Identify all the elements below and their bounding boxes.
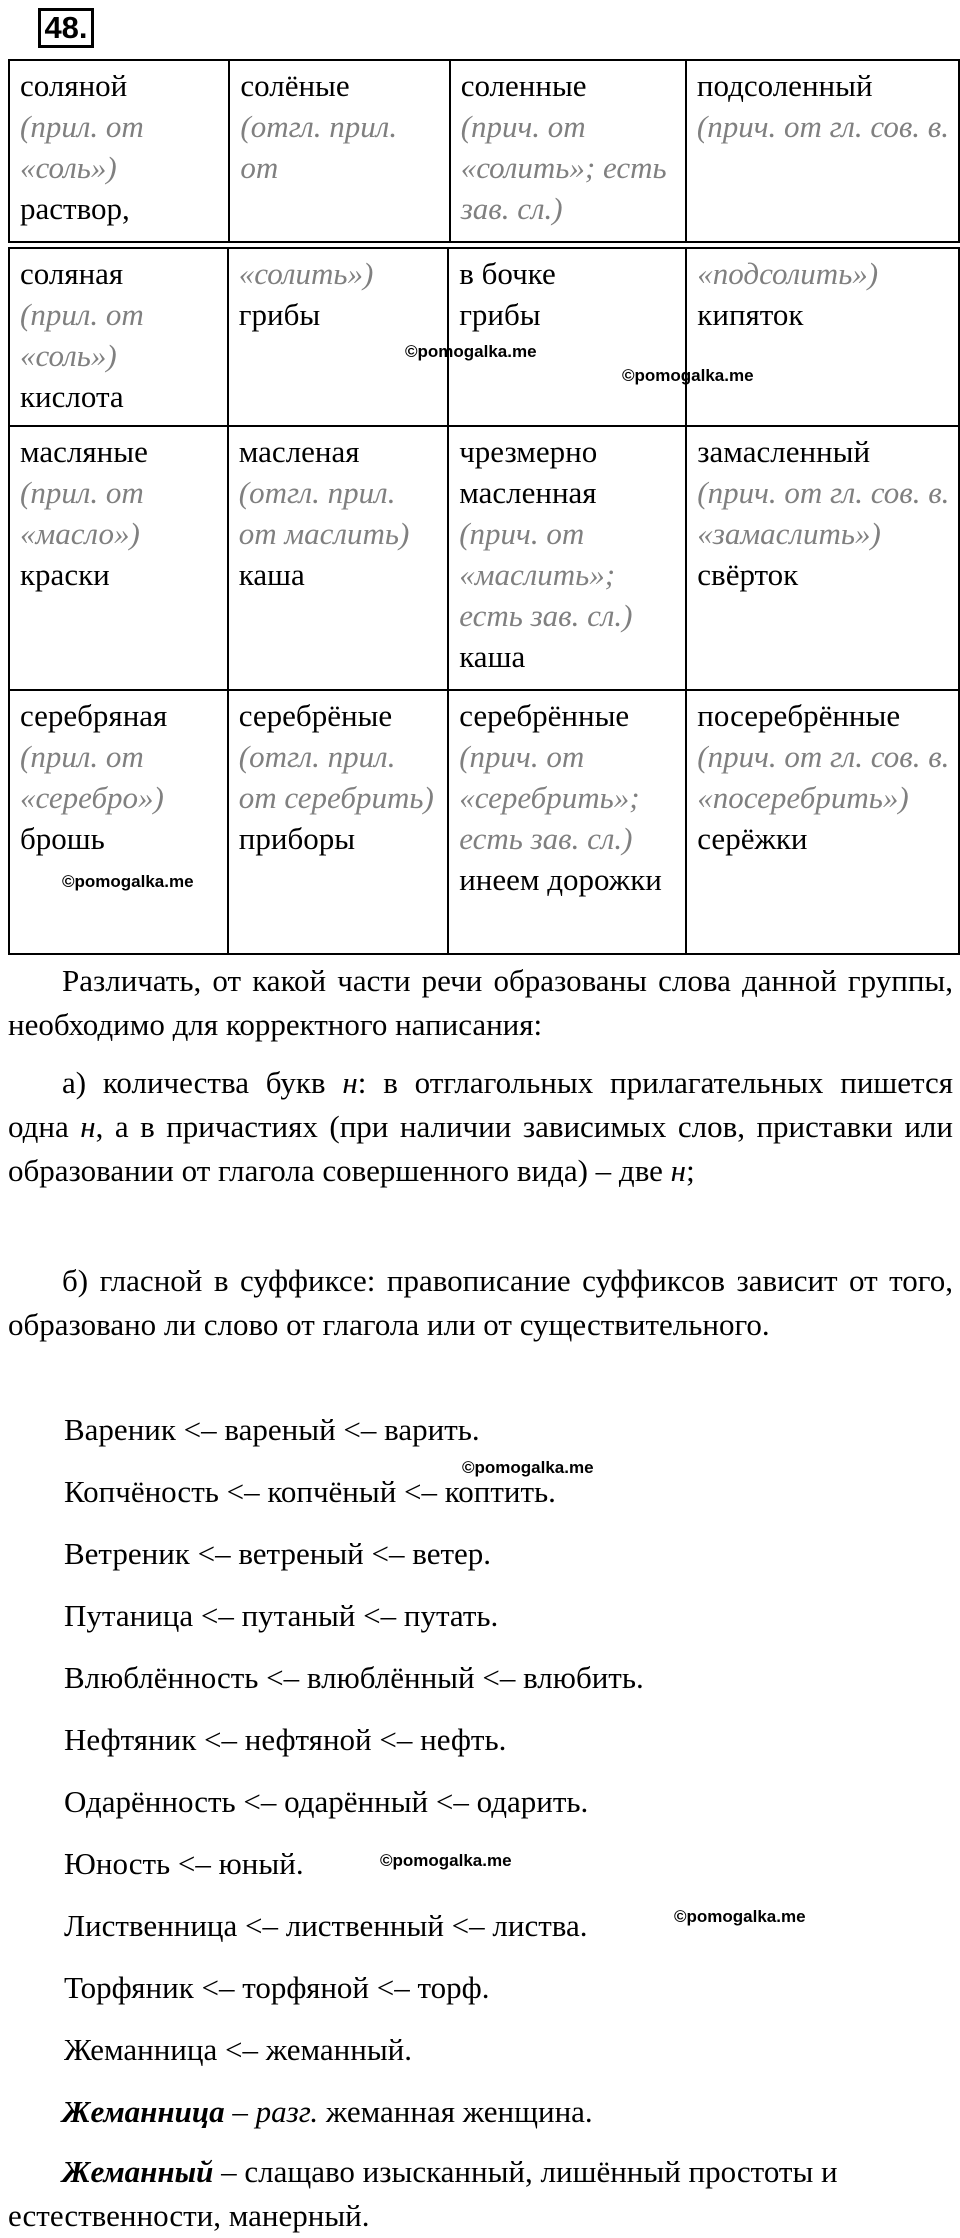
cell-word: солёные (240, 68, 350, 103)
cell (228, 690, 448, 954)
definition-zhemanny: Жеманный – слащаво изысканный, лишённый простоты и естественности, манерный. (8, 2154, 838, 2233)
cell-tail: раствор, (20, 191, 130, 226)
table-top (8, 59, 960, 243)
cell-note: «подсолить») (697, 256, 879, 291)
cell-tail: свёрток (697, 557, 799, 592)
chain-line: Влюблённость <– влюблённый <– влюбить. (64, 1660, 644, 1695)
cell-note: (прич. от гл. сов. в. «замаслить») (697, 475, 950, 551)
cell (450, 60, 686, 242)
chain-line: Ветреник <– ветреный <– ветер. (64, 1536, 492, 1571)
cell-note: (прич. от «маслить»; есть зав. сл.) (459, 516, 633, 633)
definition-zhemannitsa: Жеманница – разг. жеманная женщина. (62, 2094, 593, 2129)
chain-line: Одарённость <– одарённый <– одарить. (64, 1784, 589, 1819)
cell (228, 426, 448, 690)
cell-tail: брошь (20, 821, 105, 856)
cell-tail: грибы (459, 297, 541, 332)
watermark: ©pomogalka.me (380, 1851, 512, 1870)
watermark: ©pomogalka.me (462, 1458, 594, 1477)
cell-word: масляные (20, 434, 148, 469)
cell-note: (прич. от «солить»; есть зав. сл.) (460, 109, 667, 226)
chain-line: Лиственница <– лиственный <– листва. (64, 1908, 588, 1943)
cell-word: серебрёные (238, 698, 393, 733)
cell (448, 248, 686, 426)
cell-tail: краски (20, 557, 110, 592)
cell-word: соленные (460, 68, 587, 103)
exercise-number: 48. (38, 8, 94, 48)
cell-tail: каша (459, 639, 526, 674)
cell-note: (прил. от «соль») (20, 297, 144, 373)
cell (686, 690, 959, 954)
cell-note: (прил. от «серебро») (20, 739, 164, 815)
cell-note: (прил. от «масло») (20, 475, 144, 551)
cell-word: масленая (238, 434, 360, 469)
cell (9, 690, 228, 954)
cell-tail: каша (238, 557, 305, 592)
cell-tail: приборы (238, 821, 356, 856)
cell-note: (отгл. прил. от маслить) (238, 475, 410, 551)
paragraph-intro: Различать, от какой части речи образованы слова данной группы, необходимо для корректного написания: (8, 963, 953, 1042)
cell-note: (прич. от гл. сов. в. (696, 109, 949, 144)
cell (686, 60, 959, 242)
cell-word: соляной (20, 68, 128, 103)
cell (686, 426, 959, 690)
cell-word: замасленный (697, 434, 871, 469)
cell-note: (прич. от «серебрить»; есть зав. сл.) (459, 739, 640, 856)
cell-note: (отгл. прил. от (240, 109, 398, 185)
cell (9, 248, 228, 426)
cell (686, 248, 959, 426)
chain-line: Юность <– юный. (64, 1846, 304, 1881)
chain-line: Копчёность <– копчёный <– коптить. (64, 1474, 556, 1509)
cell-tail: инеем дорожки (459, 862, 662, 897)
cell (9, 60, 229, 242)
cell-tail: кислота (20, 379, 124, 414)
chain-line: Торфяник <– торфяной <– торф. (64, 1970, 490, 2005)
cell-tail: грибы (238, 297, 321, 332)
cell (9, 426, 228, 690)
cell (448, 426, 686, 690)
chain-line: Нефтяник <– нефтяной <– нефть. (64, 1722, 507, 1757)
cell-tail: серёжки (697, 821, 808, 856)
cell (229, 60, 449, 242)
cell-word: соляная (20, 256, 124, 291)
chain-line: Путаница <– путаный <– путать. (64, 1598, 499, 1633)
paragraph-b: б) гласной в суффиксе: правописание суффиксов зависит от того, образовано ли слово от глагола или от существительного. (8, 1263, 953, 1342)
chain-line: Жеманница <– жеманный. (64, 2032, 413, 2067)
watermark: ©pomogalka.me (62, 872, 194, 891)
watermark: ©pomogalka.me (405, 342, 537, 361)
watermark: ©pomogalka.me (674, 1907, 806, 1926)
cell-word: посеребрённые (697, 698, 901, 733)
cell-note: (прич. от гл. сов. в. «посеребрить») (697, 739, 950, 815)
cell-word: чрезмерно масленная (459, 434, 598, 510)
cell-note: (прил. от «соль») (20, 109, 144, 185)
cell-word: в бочке (459, 256, 556, 291)
watermark: ©pomogalka.me (622, 366, 754, 385)
cell (228, 248, 448, 426)
cell-note: (отгл. прил. от серебрить) (238, 739, 434, 815)
cell-word: подсоленный (696, 68, 873, 103)
cell-note: «солить») (238, 256, 374, 291)
cell-word: серебряная (20, 698, 168, 733)
cell-tail: кипяток (697, 297, 804, 332)
chain-line: Вареник <– вареный <– варить. (64, 1412, 480, 1447)
cell-word: серебрённые (459, 698, 630, 733)
cell (448, 690, 686, 954)
paragraph-a: а) количества букв н: в отглагольных прилагательных пишется одна н, а в причастиях (при наличии зависимых слов, приставки или образовании от глагола совершенного вида) – две н; (8, 1065, 953, 1188)
